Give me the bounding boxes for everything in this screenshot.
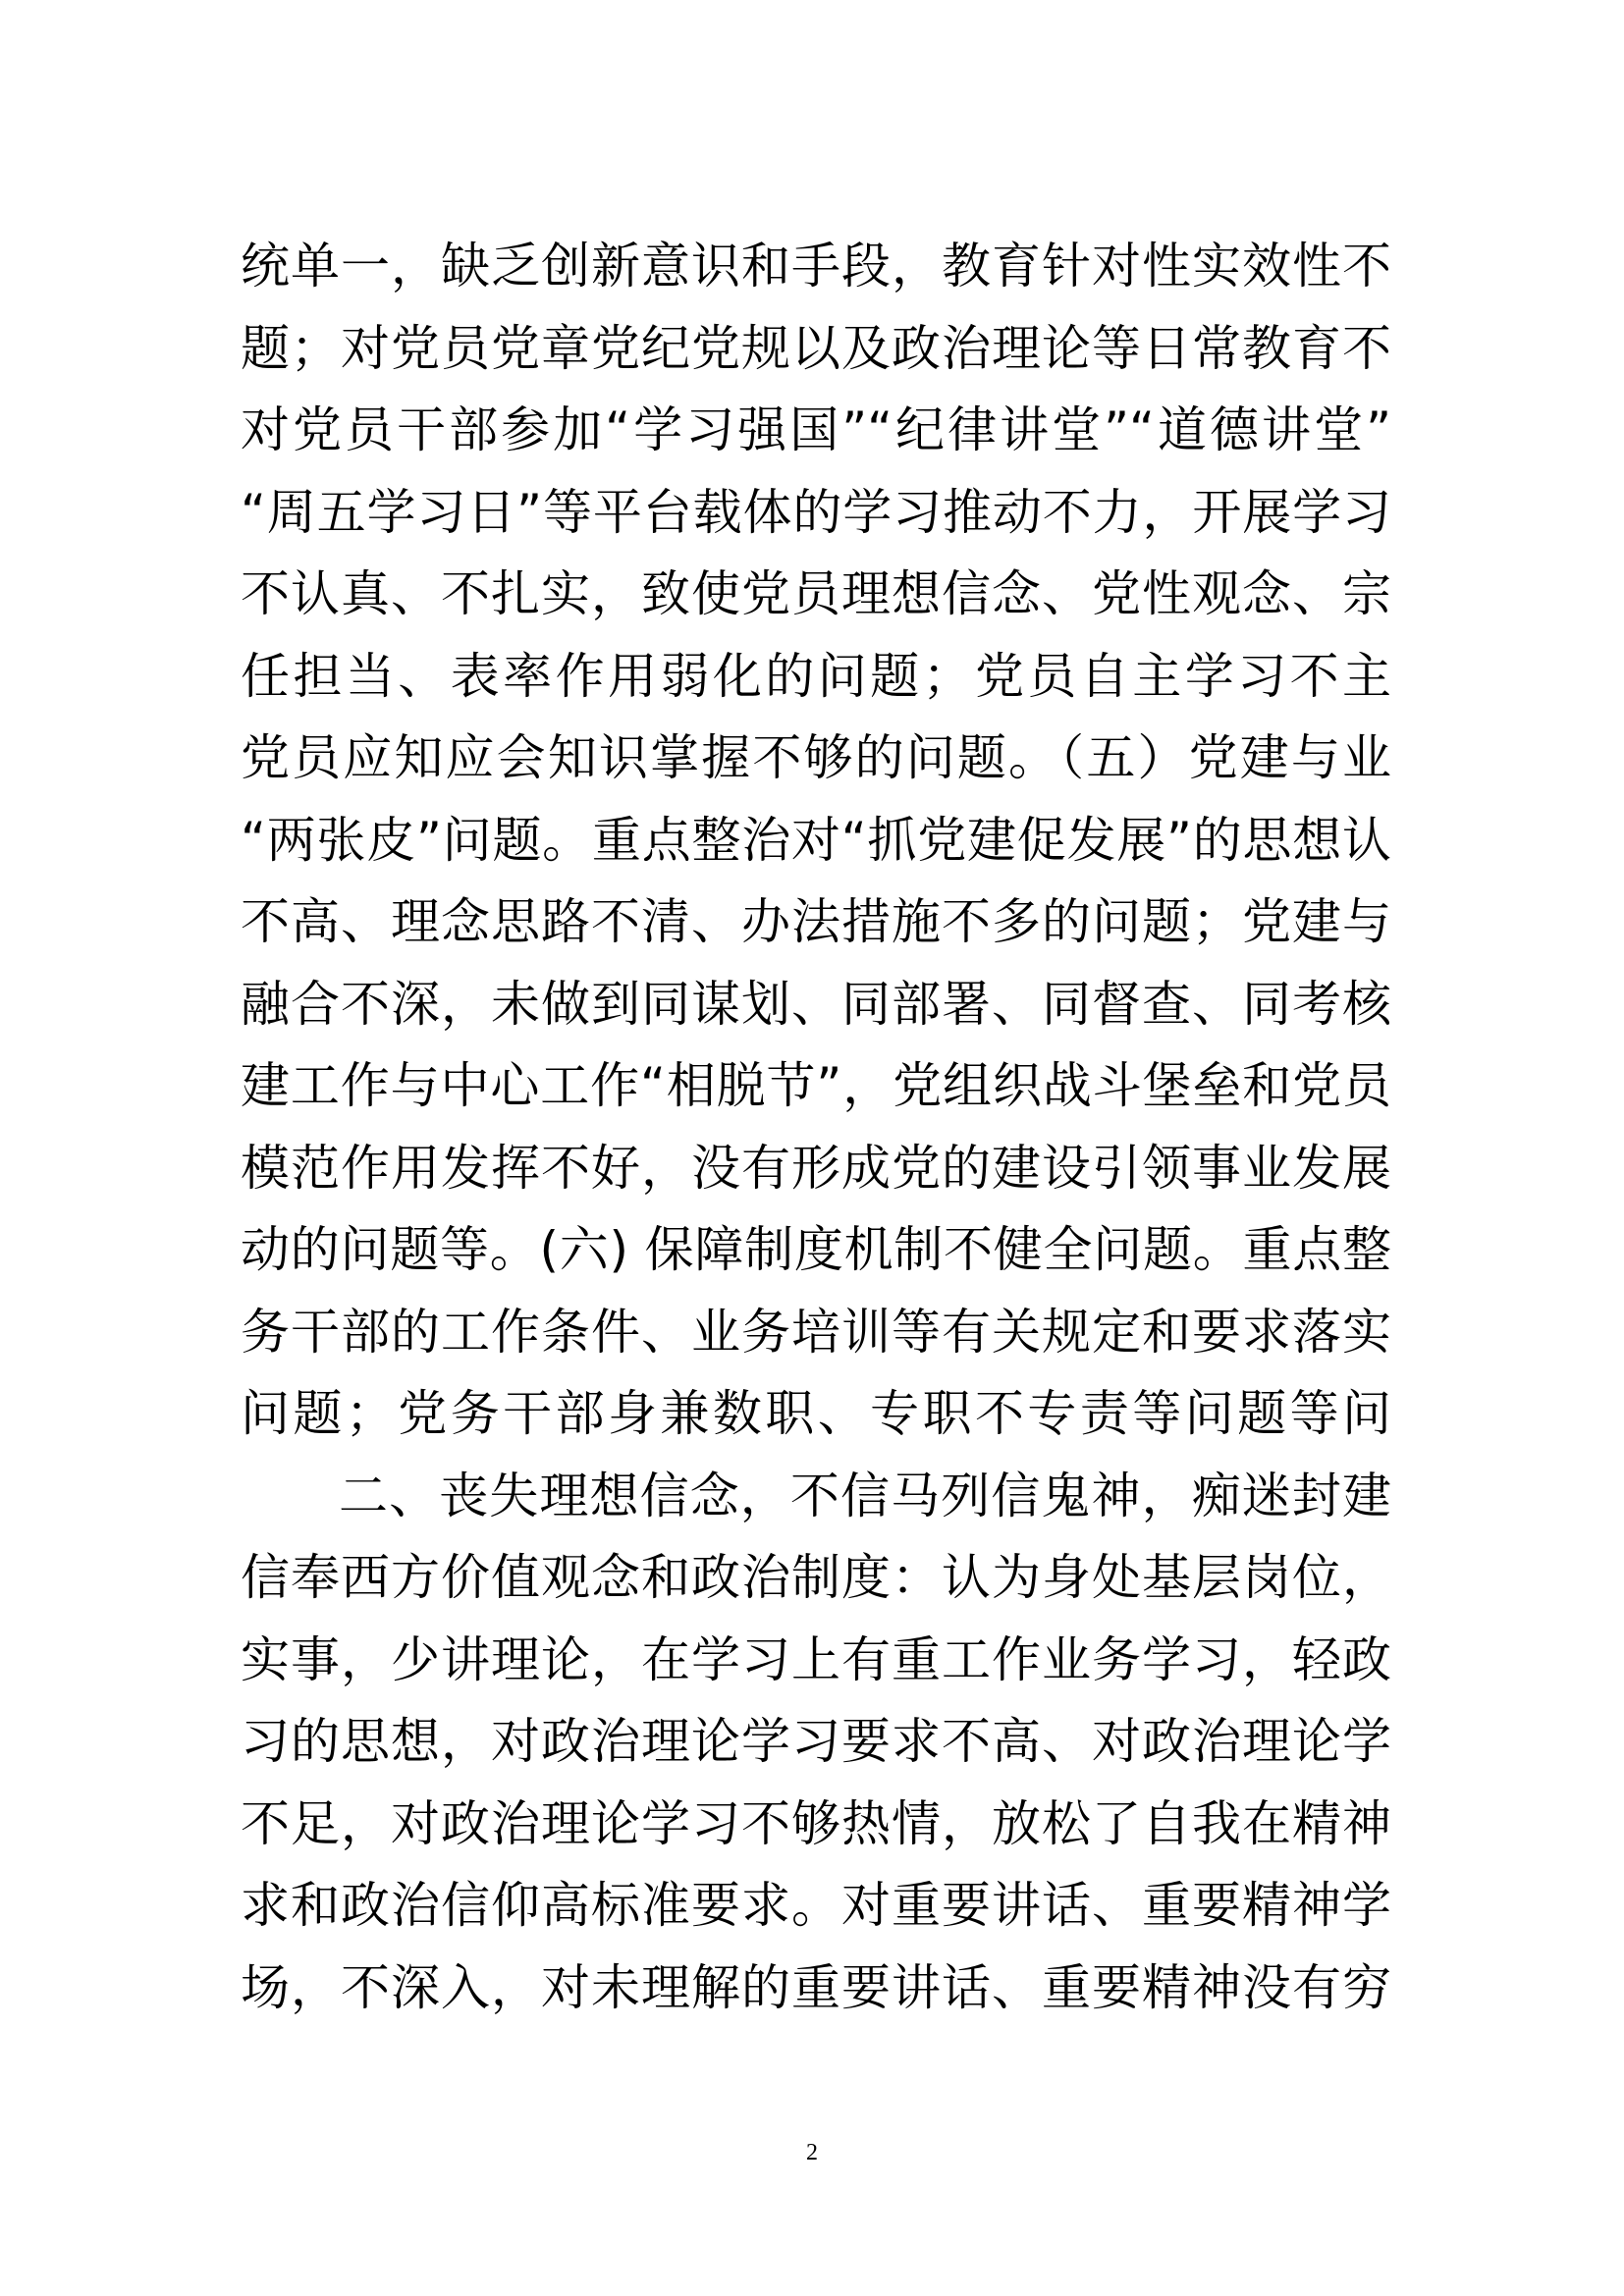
page-number: 2 <box>806 2140 818 2165</box>
text-line: 动的问题等。(六) 保障制度机制不健全问题。重点整 <box>241 1221 1391 1278</box>
text-line: 统单一，缺乏创新意识和手段，教育针对性实效性不 <box>241 238 1391 294</box>
text-line: 不认真、不扎实，致使党员理想信念、党性观念、宗 <box>241 565 1391 622</box>
text-line: 任担当、表率作用弱化的问题；党员自主学习不主 <box>241 647 1391 705</box>
text-line: 题；对党员党章党纪党规以及政治理论等日常教育不 <box>241 319 1391 377</box>
text-line: 实事，少讲理论，在学习上有重工作业务学习，轻政 <box>241 1630 1391 1688</box>
section-heading-line: 二、丧失理想信念，不信马列信鬼神，痴迷封建 <box>339 1467 1391 1524</box>
text-line: 场，不深入，对未理解的重要讲话、重要精神没有穷 <box>241 1958 1391 2016</box>
text-line: 不高、理念思路不清、办法措施不多的问题；党建与 <box>241 893 1391 950</box>
text-line: 对党员干部参加“学习强国”“纪律讲堂”“道德讲堂” <box>241 401 1391 458</box>
text-line: 信奉西方价值观念和政治制度：认为身处基层岗位， <box>241 1549 1391 1606</box>
text-line: 建工作与中心工作“相脱节”，党组织战斗堡垒和党员 <box>241 1057 1391 1114</box>
text-line: 务干部的工作条件、业务培训等有关规定和要求落实 <box>241 1303 1391 1361</box>
text-line: 习的思想，对政治理论学习要求不高、对政治理论学 <box>241 1713 1391 1770</box>
text-line: 求和政治信仰高标准要求。对重要讲话、重要精神学 <box>241 1877 1391 1934</box>
body-text <box>241 226 1391 2029</box>
text-line: “两张皮”问题。重点整治对“抓党建促发展”的思想认 <box>241 811 1391 869</box>
text-line: “周五学习日”等平台载体的学习推动不力，开展学习 <box>241 483 1391 541</box>
text-line: 融合不深，未做到同谋划、同部署、同督查、同考核 <box>241 975 1391 1033</box>
paragraph-end-line: 问题；党务干部身兼数职、专职不专责等问题等问 <box>241 1385 1391 1442</box>
text-line: 不足，对政治理论学习不够热情，放松了自我在精神 <box>241 1794 1391 1852</box>
text-line: 模范作用发挥不好，没有形成党的建设引领事业发展 <box>241 1139 1391 1197</box>
text-line: 党员应知应会知识掌握不够的问题。（五）党建与业 <box>241 729 1391 786</box>
